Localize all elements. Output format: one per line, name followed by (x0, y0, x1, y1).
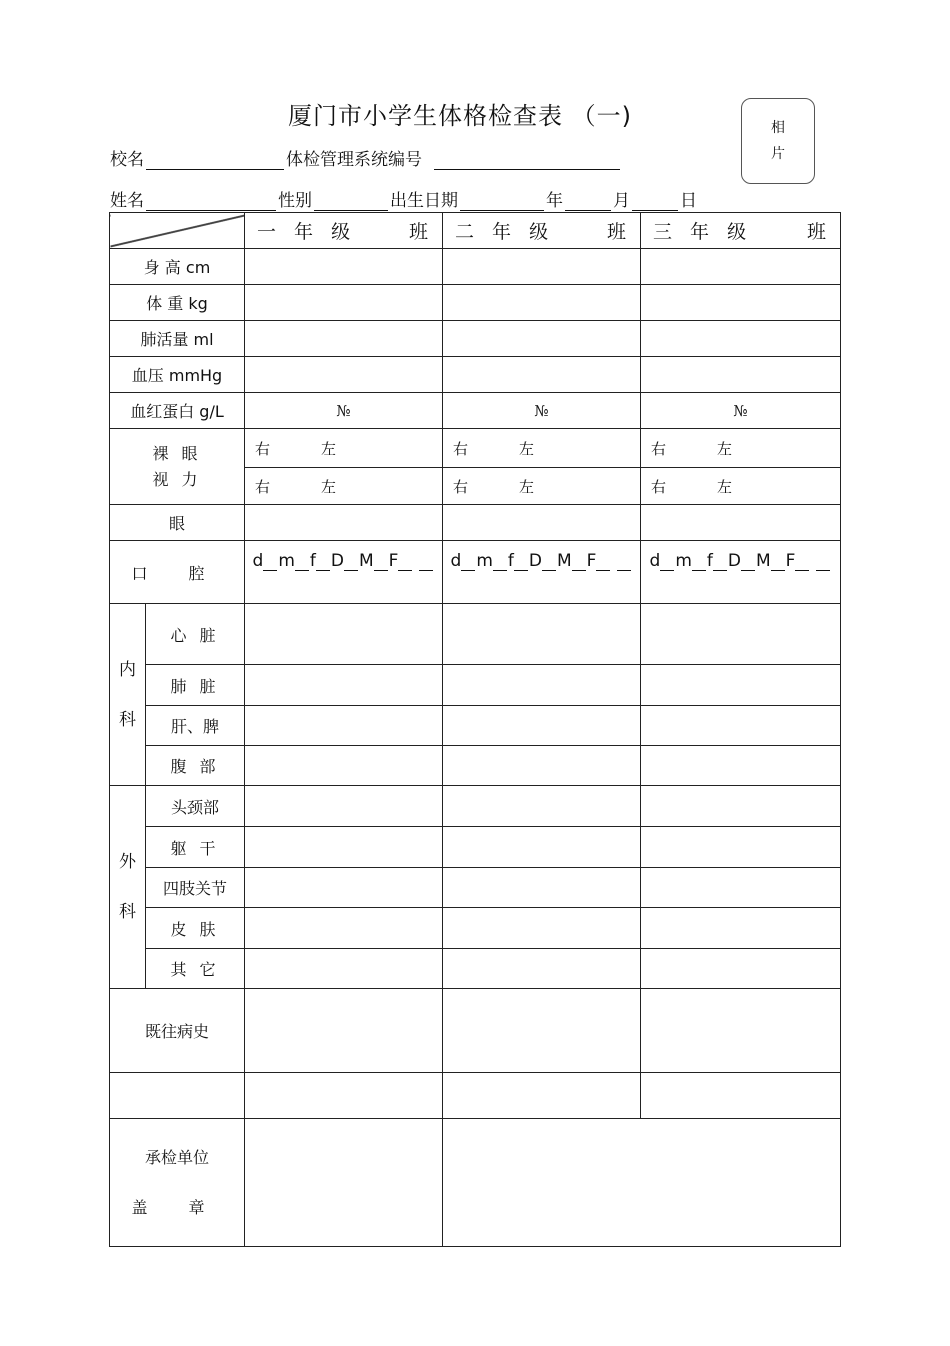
cell-hb-g1[interactable]: № (245, 393, 443, 429)
cell-liver-g3[interactable] (641, 706, 841, 746)
row-label-mouth: 口 腔 (110, 541, 245, 604)
cell-vision1-g2[interactable]: 右 左 (443, 429, 641, 468)
row-label-heart: 心 脏 (146, 604, 245, 665)
grade-header-1: 一 年 级 班 (245, 213, 443, 249)
cell-lungs-g1[interactable] (245, 665, 443, 706)
row-label-bp: 血压 mmHg (110, 357, 245, 393)
row-label-skin: 皮 肤 (146, 908, 245, 949)
cell-torso-g3[interactable] (641, 827, 841, 868)
cell-bp-g1[interactable] (245, 357, 443, 393)
school-line (110, 145, 622, 170)
name-label: 姓名 (110, 191, 144, 211)
gender-field[interactable] (314, 192, 388, 211)
photo-label-line2: 片 (771, 146, 785, 162)
cell-history-g3[interactable] (641, 989, 841, 1073)
row-label-eye: 眼 (110, 505, 245, 541)
row-label-unit (110, 1119, 245, 1247)
internal-label-2: 科 (119, 709, 136, 730)
cell-eye-g2[interactable] (443, 505, 641, 541)
code-label: 体检管理系统编号 (286, 150, 422, 170)
row-label-history: 既往病史 (110, 989, 245, 1073)
dob-label: 出生日期 (390, 191, 458, 211)
cell-skin-g1[interactable] (245, 908, 443, 949)
cell-headneck-g3[interactable] (641, 786, 841, 827)
row-label-liver: 肝、脾 (146, 706, 245, 746)
row-label-hb: 血红蛋白 g/L (110, 393, 245, 429)
cell-lungs-g3[interactable] (641, 665, 841, 706)
cell-unit-g1[interactable] (245, 1119, 443, 1247)
cell-abdomen-g2[interactable] (443, 746, 641, 786)
cell-height-g3[interactable] (641, 249, 841, 285)
cell-height-g1[interactable] (245, 249, 443, 285)
row-label-other: 其 它 (146, 949, 245, 989)
row-label-height: 身 高 cm (110, 249, 245, 285)
cell-lung-g3[interactable] (641, 321, 841, 357)
cell-hb-g3[interactable]: № (641, 393, 841, 429)
row-label-blank (110, 1073, 245, 1119)
cell-teeth-g2[interactable]: d m f D M F (443, 541, 641, 604)
cell-vision2-g1[interactable]: 右 左 (245, 468, 443, 505)
surgical-label-1: 外 (119, 852, 136, 872)
row-label-limbs: 四肢关节 (146, 868, 245, 908)
cell-weight-g1[interactable] (245, 285, 443, 321)
cell-blank-g1[interactable] (245, 1073, 443, 1119)
cell-bp-g2[interactable] (443, 357, 641, 393)
cell-vision2-g2[interactable]: 右 左 (443, 468, 641, 505)
cell-limbs-g2[interactable] (443, 868, 641, 908)
grade-header-3: 三 年 级 班 (641, 213, 841, 249)
cell-teeth-g3[interactable]: d m f D M F (641, 541, 841, 604)
photo-label-line1: 相 (771, 120, 785, 136)
cell-other-g3[interactable] (641, 949, 841, 989)
vision-label-2: 视 力 (152, 469, 202, 489)
exam-table (109, 212, 841, 1247)
cell-eye-g1[interactable] (245, 505, 443, 541)
row-label-torso: 躯 干 (146, 827, 245, 868)
cell-vision1-g1[interactable]: 右 左 (245, 429, 443, 468)
internal-label-1: 内 (119, 659, 136, 680)
dob-day-field[interactable] (632, 192, 678, 211)
page-title: 厦门市小学生体格检查表 （一) (288, 102, 632, 130)
cell-unit-g2-g3[interactable] (443, 1119, 841, 1247)
cell-height-g2[interactable] (443, 249, 641, 285)
cell-bp-g3[interactable] (641, 357, 841, 393)
cell-history-g2[interactable] (443, 989, 641, 1073)
row-label-lung: 肺活量 ml (110, 321, 245, 357)
section-label-surgical (110, 786, 146, 989)
cell-heart-g1[interactable] (245, 604, 443, 665)
row-label-weight: 体 重 kg (110, 285, 245, 321)
cell-eye-g3[interactable] (641, 505, 841, 541)
cell-heart-g2[interactable] (443, 604, 641, 665)
cell-other-g2[interactable] (443, 949, 641, 989)
row-label-head-neck: 头颈部 (146, 786, 245, 827)
grade-header-2: 二 年 级 班 (443, 213, 641, 249)
section-label-internal (110, 604, 146, 786)
cell-heart-g3[interactable] (641, 604, 841, 665)
cell-liver-g2[interactable] (443, 706, 641, 746)
code-field[interactable] (434, 151, 620, 170)
cell-history-g1[interactable] (245, 989, 443, 1073)
cell-blank-g3[interactable] (641, 1073, 841, 1119)
cell-lungs-g2[interactable] (443, 665, 641, 706)
photo-box (741, 98, 815, 184)
cell-other-g1[interactable] (245, 949, 443, 989)
year-label: 年 (546, 191, 563, 211)
unit-label-1: 承检单位 (144, 1147, 209, 1167)
row-label-abdomen: 腹 部 (146, 746, 245, 786)
name-line (110, 186, 697, 211)
row-label-vision (110, 429, 245, 505)
dob-month-field[interactable] (565, 192, 611, 211)
cell-lung-g2[interactable] (443, 321, 641, 357)
cell-headneck-g2[interactable] (443, 786, 641, 827)
school-label: 校名 (110, 150, 144, 170)
cell-lung-g1[interactable] (245, 321, 443, 357)
cell-teeth-g1[interactable]: d m f D M F (245, 541, 443, 604)
cell-headneck-g1[interactable] (245, 786, 443, 827)
row-label-lungs: 肺 脏 (146, 665, 245, 706)
surgical-label-2: 科 (119, 902, 136, 922)
gender-label: 性别 (278, 191, 312, 211)
cell-skin-g3[interactable] (641, 908, 841, 949)
month-label: 月 (613, 191, 630, 211)
cell-limbs-g3[interactable] (641, 868, 841, 908)
cell-vision1-g3[interactable]: 右 左 (641, 429, 841, 468)
cell-blank-g2[interactable] (443, 1073, 641, 1119)
cell-skin-g2[interactable] (443, 908, 641, 949)
unit-label-2: 盖 章 (131, 1197, 223, 1217)
name-field[interactable] (146, 192, 276, 211)
cell-hb-g2[interactable]: № (443, 393, 641, 429)
corner-diagonal-cell (110, 213, 245, 249)
school-field[interactable] (146, 151, 284, 170)
cell-abdomen-g1[interactable] (245, 746, 443, 786)
day-label: 日 (680, 191, 697, 211)
dob-year-field[interactable] (460, 192, 544, 211)
vision-label-1: 裸 眼 (152, 443, 202, 463)
cell-torso-g2[interactable] (443, 827, 641, 868)
cell-vision2-g3[interactable]: 右 左 (641, 468, 841, 505)
cell-torso-g1[interactable] (245, 827, 443, 868)
cell-liver-g1[interactable] (245, 706, 443, 746)
cell-limbs-g1[interactable] (245, 868, 443, 908)
cell-weight-g2[interactable] (443, 285, 641, 321)
cell-weight-g3[interactable] (641, 285, 841, 321)
cell-abdomen-g3[interactable] (641, 746, 841, 786)
